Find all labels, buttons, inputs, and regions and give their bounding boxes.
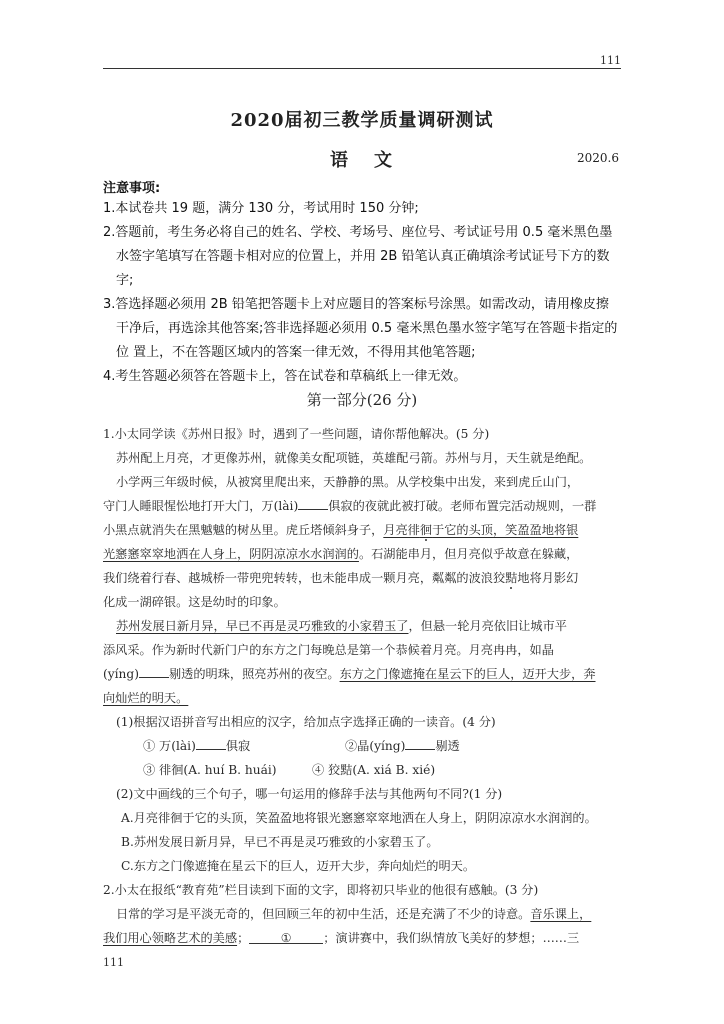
answer-blank (405, 739, 435, 750)
q1-paragraph-2-line: 小黑点就消失在黑魆魆的树丛里。虎丘塔倾斜身子，月亮徘徊于它的头顶，笑盈盈地将银 (103, 523, 579, 537)
q1-paragraph-2-line: 小学两三年级时候，从被窝里爬出来，天静静的黑。从学校集中出发，来到虎丘山门， (116, 475, 580, 489)
q1-paragraph-2-line: 化成一湖碎银。这是幼时的印象。 (103, 595, 286, 609)
header-page-number: 111 (600, 54, 621, 67)
answer-blank (298, 499, 328, 510)
underlined-sentence-a-cont: 光窸窸窣窣地洒在人身上，阴阴凉凉水水润润的 (103, 547, 359, 561)
notes-item: 1.本试卷共 19 题，满分 130 分，考试用时 150 分钟; (103, 201, 419, 216)
subject-title: 语文 (330, 150, 418, 171)
q2-stem: 2.小太在报纸“教育苑”栏目读到下面的文字，即将初只毕业的他很有感触。(3 分) (103, 883, 539, 897)
underlined-sentence: 音乐课上， (530, 907, 592, 921)
header-rule (103, 68, 621, 69)
q1-sub2-stem: (2)文中画线的三个句子，哪一句运用的修辞手法与其他两句不同?(1 分) (116, 787, 503, 801)
notes-item: 水签字笔填写在答题卡相对应的位置上，并用 2B 铅笔认真正确填涂考试证号下方的数 (116, 249, 610, 264)
footer-page-number: 111 (103, 956, 124, 969)
q1-paragraph-2-line: 光窸窸窣窣地洒在人身上，阴阴凉凉水水润润的。石湖能串月，但月亮似乎故意在躲藏， (103, 547, 579, 561)
notes-heading: 注意事项: (103, 181, 161, 196)
underlined-sentence-b: 苏州发展日新月异，早已不再是灵巧雅致的小家碧玉了 (116, 619, 409, 633)
q1-paragraph-3-line (103, 689, 188, 706)
underlined-sentence-c-cont: 向灿烂的明天。 (103, 691, 189, 705)
q1-sub1-item-a: ① 万(lài) 俱寂 (143, 739, 251, 753)
q1-paragraph-3-line: (yíng) 剔透的明珠，照亮苏州的夜空。东方之门像遮掩在星云下的巨人，迈开大步，奔 (103, 667, 596, 681)
q1-paragraph-1: 苏州配上月亮，才更像苏州，就像美女配项链，英雄配弓箭。苏州与月，天生就是绝配。 (116, 451, 592, 465)
notes-item: 干净后，再选涂其他答案;答非选择题必须用 0.5 毫米黑色墨水签字笔写在答题卡指定的 (116, 321, 618, 336)
q1-sub2-option-b: B.苏州发展日新月异，早已不再是灵巧雅致的小家碧玉了。 (121, 835, 439, 849)
q1-sub1-item-b: ②晶(yíng) 剔透 (345, 739, 460, 753)
q1-sub1-item-d: ④ 狡黠(A. xiá B. xié) (312, 763, 436, 777)
q1-paragraph-2-line: 守门人睡眼惺忪地打开大门，万(lài) 俱寂的夜就此被打破。老师布置完活动规则，一群 (103, 499, 597, 513)
q2-line: 日常的学习是平淡无奇的，但回顾三年的初中生活，还是充满了不少的诗意。音乐课上， (116, 907, 592, 921)
q1-paragraph-3-line: 苏州发展日新月异，早已不再是灵巧雅致的小家碧玉了，但悬一轮月亮依旧让城市平 (116, 619, 567, 633)
q1-sub2-option-c: C.东方之门像遮掩在星云下的巨人，迈开大步，奔向灿烂的明天。 (121, 859, 476, 873)
answer-blank-1: ① (249, 931, 323, 944)
notes-item: 字; (116, 273, 134, 288)
notes-item: 4.考生答题必须答在答题卡上，答在试卷和草稿纸上一律无效。 (103, 369, 467, 384)
answer-blank (196, 739, 226, 750)
answer-blank (139, 667, 169, 678)
q1-sub1-item-c: ③ 徘徊(A. huí B. huái) (143, 763, 277, 777)
notes-item: 3.答选择题必须用 2B 铅笔把答题卡上对应题目的答案标号涂黑。如需改动，请用橡皮擦 (103, 297, 609, 312)
q1-sub2-option-a: A.月亮徘徊于它的头顶，笑盈盈地将银光窸窸窣窣地洒在人身上，阴阴凉凉水水润润的。 (121, 811, 597, 825)
exam-title: 2020届初三教学质量调研测试 (230, 110, 494, 131)
q1-stem: 1.小太同学读《苏州日报》时，遇到了一些问题，请你帮他解决。(5 分) (103, 427, 490, 441)
part-one-heading: 第一部分(26 分) (306, 391, 418, 409)
notes-item: 2.答题前，考生务必将自己的姓名、学校、考场号、座位号、考试证号用 0.5 毫米黑色墨 (103, 225, 613, 240)
notes-item: 位 置上，不在答题区域内的答案一律无效，不得用其他笔答题; (116, 345, 476, 360)
exam-date: 2020.6 (577, 151, 619, 165)
q1-paragraph-3-line: 添风采。作为新时代新门户的东方之门每晚总是第一个恭候着月亮。月亮冉冉，如晶 (103, 643, 554, 657)
q1-sub1-stem: (1)根据汉语拼音写出相应的汉字，给加点字选择正确的一读音。(4 分) (116, 715, 496, 729)
q1-paragraph-2-line: 我们绕着行春、越城桥一带兜兜转转，也未能串成一颗月亮，粼粼的波浪狡黠地将月影幻 (103, 571, 579, 585)
underlined-sentence: 我们用心领略艺术的美感 (103, 931, 238, 945)
underlined-sentence-c: 东方之门像遮掩在星云下的巨人，迈开大步，奔 (339, 667, 596, 681)
underlined-sentence-a: 月亮徘徊于它的头顶，笑盈盈地将银 (383, 523, 579, 537)
q2-line: 我们用心领略艺术的美感； ① ；演讲赛中，我们纵情放飞美好的梦想；……三 (103, 931, 580, 945)
